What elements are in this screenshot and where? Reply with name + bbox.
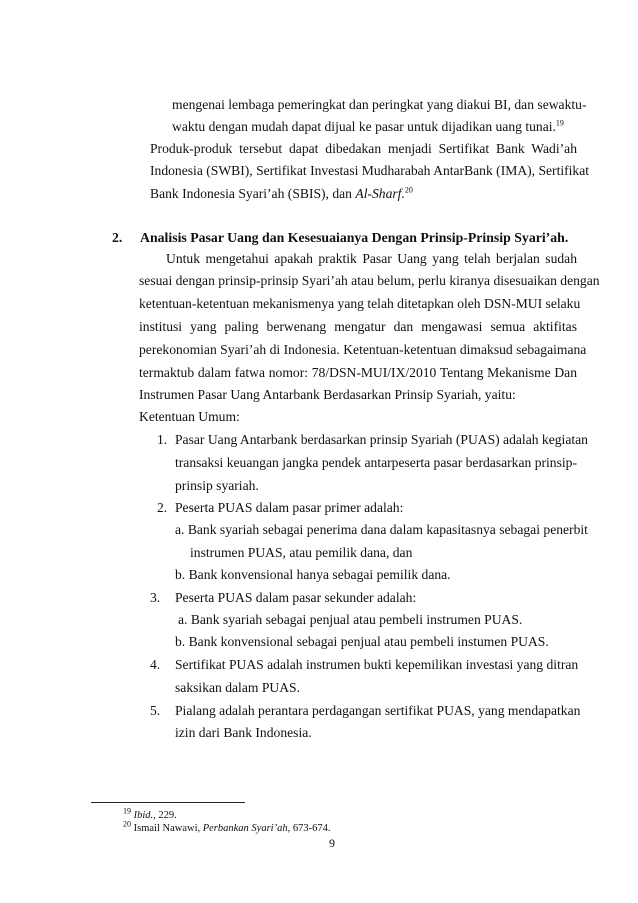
text-line: waktu dengan mudah dapat dijual ke pasar untuk dijadikan uang tunai.$^{19}$	[172, 118, 564, 134]
footnote-ref-20[interactable]: 20	[404, 185, 413, 195]
para-line: Untuk mengetahui apakah praktik Pasar Uang yang telah berjalan sudah	[166, 251, 577, 266]
item-number: 3.	[150, 590, 161, 605]
para-line: Instrumen Pasar Uang Antarbank Berdasarkan Prinsip Syariah, yaitu:	[139, 387, 516, 402]
subitem-line: a. Bank syariah sebagai penjual atau pembeli instrumen PUAS.	[178, 612, 523, 627]
subheading: Ketentuan Umum:	[139, 409, 240, 424]
para-line: ketentuan-ketentuan mekanismenya yang telah ditetapkan oleh DSN-MUI selaku	[139, 296, 581, 311]
item-line: izin dari Bank Indonesia.	[175, 725, 312, 740]
para-line: institusi yang paling berwenang mengatur dan mengawasi semua aktifitas	[139, 319, 577, 334]
section-title: Analisis Pasar Uang dan Kesesuaianya Dengan Prinsip-Prinsip Syari’ah.	[140, 230, 569, 245]
subitem-line: b. Bank konvensional hanya sebagai pemilik dana.	[175, 567, 451, 582]
section-number: 2.	[112, 230, 123, 245]
text-line: Indonesia (SWBI), Sertifikat Investasi Mudharabah AntarBank (IMA), Sertifikat	[150, 163, 590, 178]
item-number: 5.	[150, 703, 161, 718]
subitem-line: b. Bank konvensional sebagai penjual atau pembeli instumen PUAS.	[175, 634, 549, 649]
item-line: Pialang adalah perantara perdagangan sertifikat PUAS, yang mendapatkan	[175, 703, 581, 718]
footnote-divider	[91, 802, 245, 803]
subitem-line: a. Bank syariah sebagai penerima dana dalam kapasitasnya sebagai penerbit	[175, 522, 588, 537]
footnote-ref-19[interactable]: 19	[555, 118, 564, 128]
item-line: prinsip syariah.	[175, 478, 259, 493]
item-line: Pasar Uang Antarbank berdasarkan prinsip Syariah (PUAS) adalah kegiatan	[175, 432, 588, 447]
item-number: 1.	[157, 432, 168, 447]
item-line: saksikan dalam PUAS.	[175, 680, 300, 695]
text-line: Produk-produk tersebut dapat dibedakan menjadi Sertifikat Bank Wadi’ah	[150, 141, 577, 156]
item-line: Sertifikat PUAS adalah instrumen bukti kepemilikan investasi yang ditran	[175, 657, 579, 672]
page-number: 9	[329, 836, 335, 850]
para-line: termaktub dalam fatwa nomor: 78/DSN-MUI/IX/2010 Tentang Mekanisme Dan	[139, 365, 577, 380]
subitem-line: instrumen PUAS, atau pemilik dana, dan	[190, 545, 413, 560]
para-line: perekonomian Syari’ah di Indonesia. Ketentuan-ketentuan dimaksud sebagaimana	[139, 342, 587, 357]
item-line: transaksi keuangan jangka pendek antarpeserta pasar berdasarkan prinsip-	[175, 455, 577, 470]
para-line: sesuai dengan prinsip-prinsip Syari’ah atau belum, perlu kiranya disesuaikan dengan	[139, 273, 600, 288]
item-number: 2.	[157, 500, 168, 515]
item-line: Peserta PUAS dalam pasar primer adalah:	[175, 500, 404, 515]
footnote-20: $^{20}$ Ismail Nawawi, Perbankan Syari’ah, 673-674.	[123, 819, 331, 834]
text-line: Bank Indonesia Syari’ah (SBIS), dan Al-Sharf.$^{20}$	[150, 185, 413, 201]
footnote-19: $^{19}$ Ibid., 229.	[123, 806, 177, 821]
item-line: Peserta PUAS dalam pasar sekunder adalah:	[175, 590, 417, 605]
item-number: 4.	[150, 657, 161, 672]
text-line: mengenai lembaga pemeringkat dan peringkat yang diakui BI, dan sewaktu-	[172, 97, 587, 112]
